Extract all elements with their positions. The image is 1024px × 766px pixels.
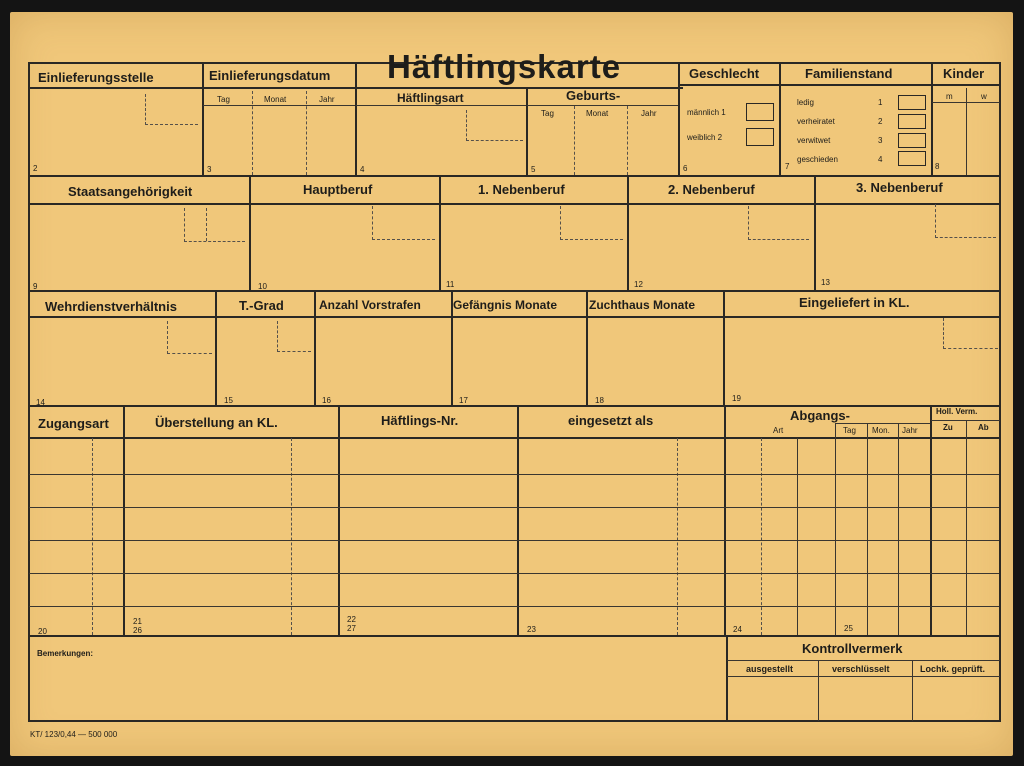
field-number: 23 <box>527 625 536 634</box>
col-tag: Tag <box>843 426 856 435</box>
label-abgangs: Abgangs- <box>790 408 850 423</box>
label-anzahl-vorstrafen: Anzahl Vorstrafen <box>319 298 421 312</box>
label-holl-verm: Holl. Verm. <box>936 407 978 416</box>
label-ueberstellung: Überstellung an KL. <box>155 415 278 430</box>
field-number: 5 <box>531 165 536 174</box>
field-stamp-corner <box>277 321 311 352</box>
card-title: Häftlingskarte <box>387 48 622 85</box>
field-stamp-corner <box>748 206 809 240</box>
col-lochk-geprueft: Lochk. geprüft. <box>920 664 985 674</box>
checkbox-ledig[interactable] <box>898 95 926 110</box>
label-hauptberuf: Hauptberuf <box>303 182 373 197</box>
field-number: 14 <box>36 398 45 407</box>
col-verschluesselt: verschlüsselt <box>832 664 890 674</box>
row3-bottom-line <box>28 405 1000 407</box>
frame-bottom <box>28 720 1001 722</box>
label-nebenberuf-3: 3. Nebenberuf <box>856 180 943 195</box>
label-zuchthaus-monate: Zuchthaus Monate <box>589 298 696 312</box>
field-number: 17 <box>459 396 468 405</box>
label-haeftlings-nr: Häftlings-Nr. <box>381 413 459 428</box>
field-number: 19 <box>732 394 741 403</box>
field-number: 16 <box>322 396 331 405</box>
field-number: 12 <box>634 280 643 289</box>
col-art: Art <box>773 426 784 435</box>
option-maennlich: männlich 1 <box>687 108 726 117</box>
field-number: 3 <box>207 165 212 174</box>
table-bottom-line <box>28 635 1000 637</box>
col-tag: Tag <box>217 95 230 104</box>
field-number: 4 <box>360 165 365 174</box>
label-kontrollvermerk: Kontrollvermerk <box>802 641 903 656</box>
row3-label-line <box>28 316 1000 318</box>
field-stamp-corner <box>943 318 998 349</box>
checkbox-weiblich[interactable] <box>746 128 774 146</box>
table-row <box>29 606 999 607</box>
row1-right-label-line <box>678 84 1000 86</box>
label-haeftlingsart: Häftlingsart <box>397 91 464 105</box>
label-bemerkungen: Bemerkungen: <box>37 649 94 658</box>
col-monat: Monat <box>264 95 287 104</box>
field-stamp-corner <box>184 208 245 242</box>
field-stamp-corner <box>145 94 198 125</box>
row1-bottom-line <box>28 175 1000 177</box>
col-jahr: Jahr <box>902 426 918 435</box>
table-row <box>29 573 999 574</box>
col-mon: Mon. <box>872 426 890 435</box>
label-familienstand: Familienstand <box>805 66 893 81</box>
col-tag: Tag <box>541 109 554 118</box>
col-jahr: Jahr <box>641 109 657 118</box>
field-stamp-corner <box>372 206 435 240</box>
label-geschlecht: Geschlecht <box>689 66 760 81</box>
option-ledig: ledig <box>797 98 814 107</box>
checkbox-verheiratet[interactable] <box>898 114 926 129</box>
field-stamp-corner <box>466 110 523 141</box>
field-number: 6 <box>683 164 688 173</box>
col-maennlich: m <box>946 92 953 101</box>
label-kinder: Kinder <box>943 66 985 81</box>
checkbox-geschieden[interactable] <box>898 151 926 166</box>
field-number: 15 <box>224 396 233 405</box>
col-monat: Monat <box>586 109 609 118</box>
field-stamp-corner <box>167 321 212 354</box>
row2-label-line <box>28 203 1000 205</box>
label-t-grad: T.-Grad <box>239 298 284 313</box>
field-stamp-corner <box>560 206 623 240</box>
label-zugangsart: Zugangsart <box>38 416 109 431</box>
col-ab: Ab <box>978 423 989 432</box>
col-jahr: Jahr <box>319 95 335 104</box>
field-number: 20 <box>38 627 47 636</box>
label-geburts: Geburts- <box>566 88 621 103</box>
field-number: 2 <box>33 164 38 173</box>
field-number: 21 26 <box>133 617 142 635</box>
option-verwitwet: verwitwet <box>797 136 831 145</box>
field-number: 24 <box>733 625 742 634</box>
label-staatsangehoerigkeit: Staatsangehörigkeit <box>68 184 193 199</box>
label-gefaengnis-monate: Gefängnis Monate <box>453 298 558 312</box>
field-number: 10 <box>258 282 267 291</box>
table-header-line <box>28 437 1000 439</box>
row2-bottom-line <box>28 290 1000 292</box>
label-eingesetzt-als: eingesetzt als <box>568 413 654 428</box>
prisoner-card: Häftlingskarte Einlieferungsstelle Einlieferungsdatum Häftlingsart Geburts- Geschlecht Familienstand Kinder Tag Monat Jahr Tag Monat Jahr männlich 1 weiblich 2 ledig 1 verheiratet 2 verwitwet 3 geschieden 4 m w 2 3 4 5 6 7 8 Staatsangehörigkeit Hauptberuf 1. Nebenberuf 2. Nebenberuf 3. Nebenberuf 9 10 11 12 13 Wehrdienstverhältnis T.-Grad Anzahl Vorstrafen Gefängnis Monate Zuchthaus Monate Eingeliefert in KL. 14 15 16 17 18 19 Zugangsart Überstellung an KL. Häftlings-Nr. eingesetzt als Abgangs- Holl. Verm. Art Tag Mon. Jahr Zu Ab 20 21 26 22 27 23 24 25 Bemerkungen: Kontrollvermerk ausgestellt verschlüsselt Lochk. geprüft. KT/ 123/0,44 — 500 000 <box>10 12 1013 756</box>
label-einlieferungsstelle: Einlieferungsstelle <box>38 70 154 85</box>
checkbox-maennlich[interactable] <box>746 103 774 121</box>
field-number: 7 <box>785 162 790 171</box>
option-weiblich: weiblich 2 <box>687 133 723 142</box>
field-number: 22 27 <box>347 615 356 633</box>
table-row <box>29 540 999 541</box>
col-weiblich: w <box>981 92 987 101</box>
col-ausgestellt: ausgestellt <box>746 664 794 674</box>
frame-right <box>999 62 1001 722</box>
checkbox-verwitwet[interactable] <box>898 133 926 148</box>
table-row <box>29 474 999 475</box>
field-number: 18 <box>595 396 604 405</box>
label-einlieferungsdatum: Einlieferungsdatum <box>209 68 331 83</box>
field-number: 8 <box>935 162 940 171</box>
col-zu: Zu <box>943 423 953 432</box>
label-nebenberuf-1: 1. Nebenberuf <box>478 182 565 197</box>
option-geschieden: geschieden <box>797 155 838 164</box>
label-nebenberuf-2: 2. Nebenberuf <box>668 182 755 197</box>
field-number: 13 <box>821 278 830 287</box>
frame-left <box>28 62 30 722</box>
table-row <box>29 507 999 508</box>
field-stamp-corner <box>935 204 996 238</box>
print-reference: KT/ 123/0,44 — 500 000 <box>30 730 118 739</box>
option-verheiratet: verheiratet <box>797 117 835 126</box>
label-eingeliefert-in-kl: Eingeliefert in KL. <box>799 295 910 310</box>
field-number: 9 <box>33 282 38 291</box>
field-number: 11 <box>446 280 455 289</box>
field-number: 25 <box>844 624 853 633</box>
label-wehrdienstverhaeltnis: Wehrdienstverhältnis <box>45 299 177 314</box>
